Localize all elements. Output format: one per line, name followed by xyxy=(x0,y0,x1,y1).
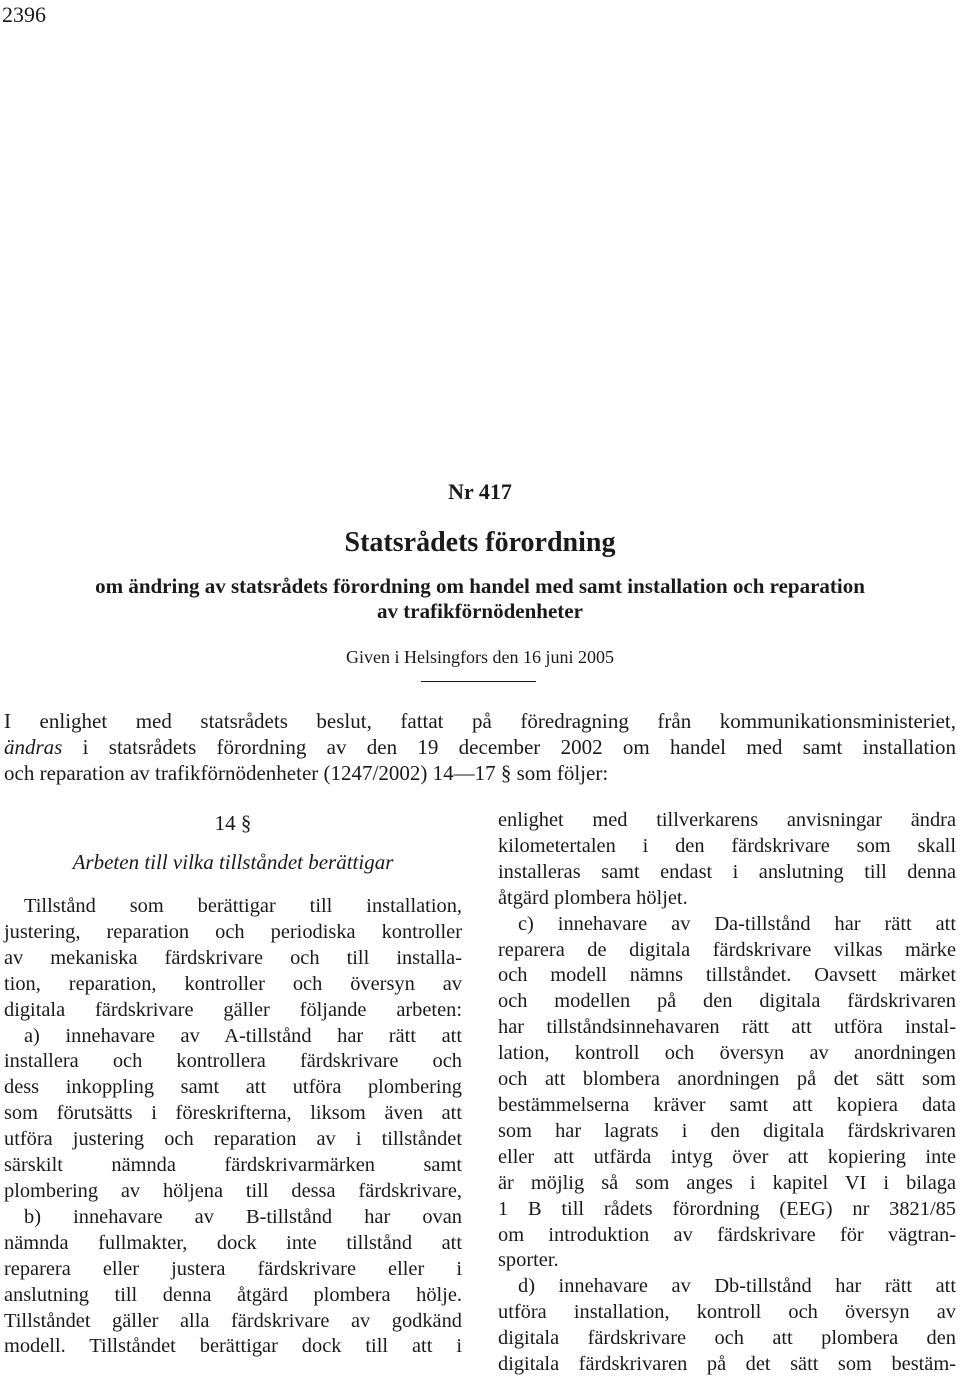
paragraph-line: plombering av höljena till dessa färdskrivare, xyxy=(4,1179,462,1202)
paragraph-line: d) innehavare av Db-tillstånd har rätt att xyxy=(518,1275,956,1298)
paragraph-line: lation, kontroll och översyn av anordningen xyxy=(498,1042,956,1065)
page-number: 2396 xyxy=(2,2,46,27)
paragraph-line: c) innehavare av Da-tillstånd har rätt att xyxy=(518,912,956,935)
section-number: 14 § xyxy=(214,811,252,835)
document-subtitle xyxy=(0,574,960,624)
paragraph-line: Tillstånd som berättigar till installation, xyxy=(24,895,462,917)
paragraph-line: digitala färdskrivaren på det sätt som bestäm- xyxy=(498,1353,956,1376)
paragraph-line: utföra installation, kontroll och översyn av xyxy=(498,1301,956,1324)
paragraph-line: installeras samt endast i anslutning till denna xyxy=(498,860,956,883)
document-number: Nr 417 xyxy=(448,479,512,504)
section-heading: Arbeten till vilka tillståndet berättigar xyxy=(72,850,394,874)
paragraph-line: installera och kontrollera färdskrivare och xyxy=(4,1050,462,1073)
paragraph-line: som förutsätts i föreskrifterna, liksom även att xyxy=(4,1102,462,1125)
divider-rule xyxy=(421,681,536,682)
paragraph-line: digitala färdskrivare och att plombera den xyxy=(498,1327,956,1350)
preamble-line xyxy=(4,734,956,760)
paragraph-line: Tillståndet gäller alla färdskrivare av godkänd xyxy=(4,1309,462,1332)
preamble xyxy=(4,708,956,786)
paragraph-line: utföra justering och reparation av i tillståndet xyxy=(4,1128,462,1151)
preamble-line: I enlighet med statsrådets beslut, fattat på föredragning från kommunikationsministeriet, xyxy=(4,709,956,733)
subtitle-line: av trafikförnödenheter xyxy=(377,599,583,623)
paragraph-line: bestämmelserna kräver samt att kopiera data xyxy=(498,1093,956,1116)
paragraph-line: åtgärd plombera höljet. xyxy=(498,886,688,909)
paragraph-line: kilometertalen i den färdskrivare som skall xyxy=(498,834,956,857)
preamble-text: i statsrådets förordning av den 19 december 2002 om handel med samt installation xyxy=(62,735,956,759)
paragraph-line: och att blombera anordningen på det sätt som xyxy=(498,1068,956,1091)
paragraph-line: nämnda fullmakter, dock inte tillstånd att xyxy=(4,1231,462,1254)
paragraph-line: har tillståndsinnehavaren rätt att utföra instal- xyxy=(498,1016,956,1039)
preamble-line: och reparation av trafikförnödenheter (1247/2002) 14—17 § som följer: xyxy=(4,761,609,785)
paragraph-line: eller att utfärda intyg över att kopiering inte xyxy=(498,1145,956,1168)
paragraph-line: av mekaniska färdskrivare och till installa- xyxy=(4,946,462,969)
given-date: Given i Helsingfors den 16 juni 2005 xyxy=(346,647,614,667)
paragraph-line: och modellen på den digitala färdskrivaren xyxy=(498,990,956,1013)
amend-keyword: ändras xyxy=(4,735,63,759)
right-column xyxy=(498,808,956,1378)
paragraph-line: sporter. xyxy=(498,1249,559,1272)
subtitle-line: om ändring av statsrådets förordning om handel med samt installation och reparation xyxy=(95,574,865,598)
paragraph-line: och modell nämns tillståndet. Oavsett märket xyxy=(498,964,956,987)
paragraph-line: 1 B till rådets förordning (EEG) nr 3821/85 xyxy=(498,1197,956,1220)
paragraph-line: reparera eller justera färdskrivare eller i xyxy=(4,1257,462,1280)
paragraph-line: modell. Tillståndet berättigar dock till att i xyxy=(4,1335,462,1358)
paragraph-line: digitala färdskrivare gäller följande arbeten: xyxy=(4,998,462,1021)
paragraph-line: reparera de digitala färdskrivare vilkas märke xyxy=(498,938,956,961)
paragraph-line: a) innehavare av A-tillstånd har rätt att xyxy=(24,1024,462,1047)
paragraph-line: dess inkoppling samt att utföra plombering xyxy=(4,1076,462,1099)
paragraph-line: som har lagrats i den digitala färdskrivaren xyxy=(498,1119,956,1142)
paragraph-line: b) innehavare av B-tillstånd har ovan xyxy=(24,1205,462,1228)
paragraph-line: tion, reparation, kontroller och översyn av xyxy=(4,972,462,995)
paragraph-line: särskilt nämnda färdskrivarmärken samt xyxy=(4,1154,462,1177)
paragraph-line: om introduktion av färdskrivare för vägtran- xyxy=(498,1223,956,1246)
paragraph-line: anslutning till denna åtgärd plombera hölje. xyxy=(4,1283,462,1306)
paragraph-line: är möjlig så som anges i kapitel VI i bilaga xyxy=(498,1171,956,1194)
paragraph-line: justering, reparation och periodiska kontroller xyxy=(4,920,462,943)
left-column xyxy=(4,808,462,1360)
paragraph-line: enlighet med tillverkarens anvisningar ändra xyxy=(498,809,956,831)
document-title: Statsrådets förordning xyxy=(344,527,616,558)
